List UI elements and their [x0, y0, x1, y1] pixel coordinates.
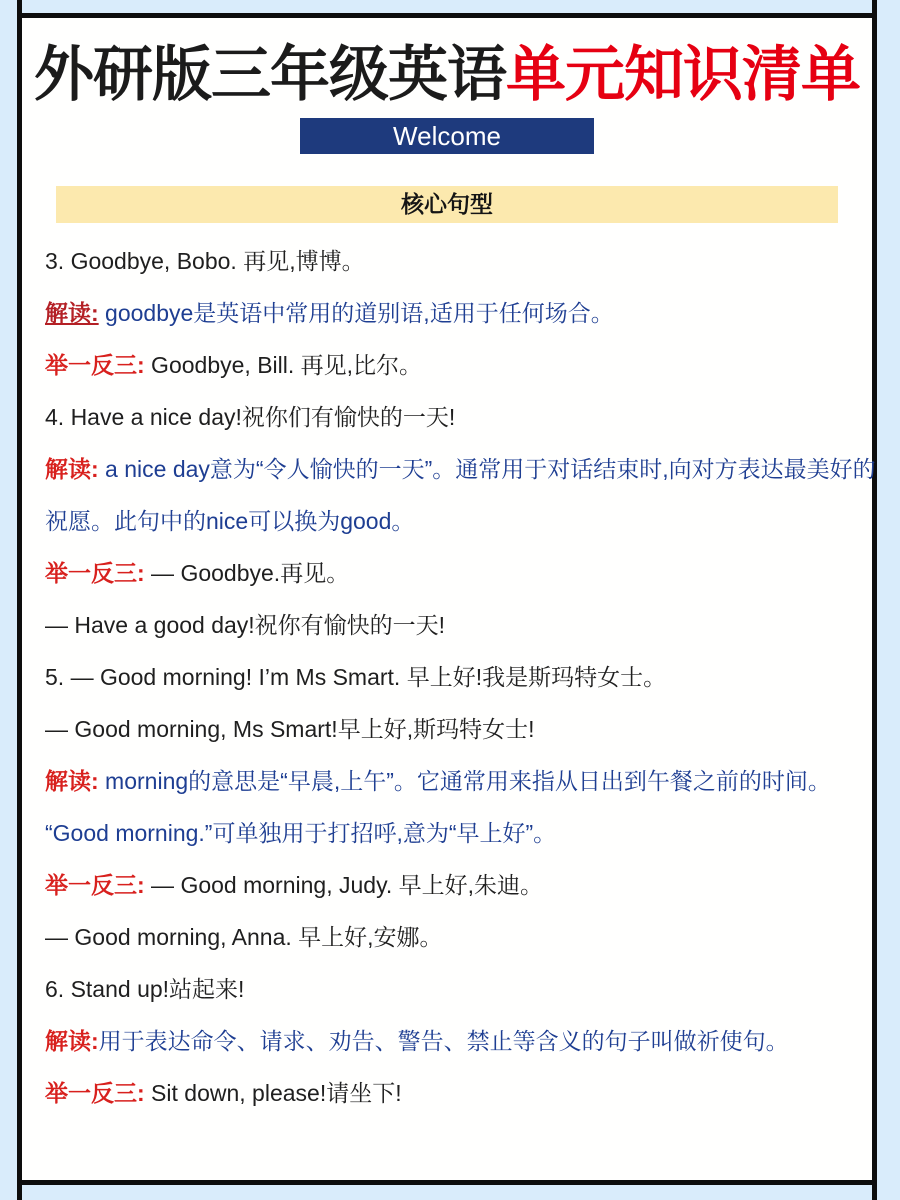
top-gap — [22, 0, 872, 13]
content-line — [45, 963, 849, 1015]
line-text: 用于表达命令、请求、劝告、警告、禁止等含义的句子叫做祈使句。 — [98, 1028, 789, 1054]
line-text: 4. Have a nice day!祝你们有愉快的一天! — [45, 404, 456, 430]
content-line — [45, 235, 849, 287]
line-text: 祝愿。此句中的nice可以换为good。 — [45, 508, 415, 534]
content-line — [45, 703, 849, 755]
bottom-gap — [22, 1185, 872, 1200]
line-text: morning的意思是“早晨,上午”。它通常用来指从日出到午餐之前的时间。 — [98, 768, 831, 794]
line-text: — Have a good day!祝你有愉快的一天! — [45, 612, 446, 638]
line-text: Sit down, please!请坐下! — [144, 1080, 402, 1106]
line-label: 解读: — [45, 768, 99, 794]
content-line — [45, 599, 849, 651]
line-label: 解读: — [45, 456, 99, 482]
line-text: — Good morning, Judy. 早上好,朱迪。 — [144, 872, 544, 898]
content-lines — [22, 235, 876, 1119]
content-line — [45, 443, 876, 495]
line-text: a nice day意为“令人愉快的一天”。通常用于对话结束时,向对方表达最美好的 — [98, 456, 876, 482]
content-line — [45, 495, 849, 547]
unit-banner: Welcome — [300, 118, 594, 154]
line-text: 6. Stand up!站起来! — [45, 976, 245, 1002]
content-line — [45, 287, 849, 339]
line-label: 举一反三: — [45, 352, 145, 378]
line-label: 解读: — [45, 300, 99, 326]
content-line — [45, 1015, 849, 1067]
content-line — [45, 339, 849, 391]
content-line — [45, 911, 849, 963]
content-line — [45, 859, 849, 911]
page-title-red-part: 单元知识清单 — [506, 41, 860, 108]
content-line — [45, 651, 849, 703]
page-title — [22, 40, 872, 110]
line-text: 3. Goodbye, Bobo. 再见,博博。 — [45, 248, 365, 274]
line-text: Goodbye, Bill. 再见,比尔。 — [144, 352, 423, 378]
line-text: — Goodbye.再见。 — [144, 560, 350, 586]
line-text: — Good morning, Ms Smart!早上好,斯玛特女士! — [45, 716, 535, 742]
content-line — [45, 755, 849, 807]
content-line — [45, 807, 849, 859]
line-text: 5. — Good morning! I’m Ms Smart. 早上好!我是斯玛特女士。 — [45, 664, 667, 690]
content-line — [45, 391, 849, 443]
section-header-core-sentences: 核心句型 — [56, 186, 838, 223]
line-text: — Good morning, Anna. 早上好,安娜。 — [45, 924, 443, 950]
page-container — [17, 0, 877, 1200]
page-title-black-part: 外研版三年级英语 — [34, 41, 506, 108]
line-label: 举一反三: — [45, 872, 145, 898]
content-line — [45, 1067, 849, 1119]
line-text: “Good morning.”可单独用于打招呼,意为“早上好”。 — [45, 820, 557, 846]
line-label: 举一反三: — [45, 1080, 145, 1106]
line-text: goodbye是英语中常用的道别语,适用于任何场合。 — [98, 300, 614, 326]
content-card — [22, 13, 876, 1185]
line-label: 解读: — [45, 1028, 99, 1054]
content-line — [45, 547, 849, 599]
line-label: 举一反三: — [45, 560, 145, 586]
